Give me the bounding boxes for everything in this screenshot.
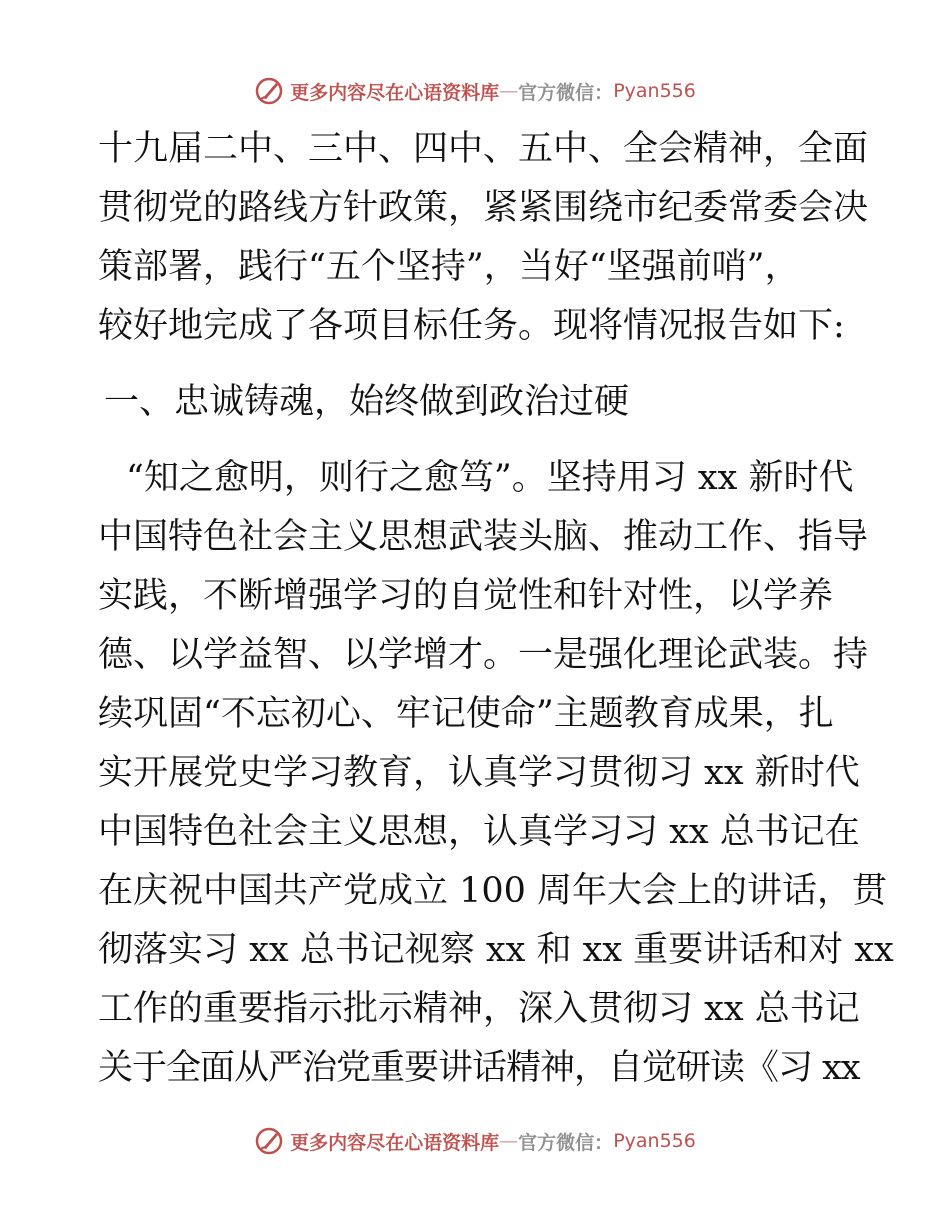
text-line: 在庆祝中国共产党成立 100 周年大会上的讲话，贯 — [98, 871, 888, 911]
watermark-dash: — — [499, 80, 519, 102]
text-line: 工作的重要指示批示精神，深入贯彻习 xx 总书记 — [98, 989, 860, 1029]
text-line: “知之愈明，则行之愈笃”。坚持用习 xx 新时代 — [126, 458, 854, 498]
watermark-main-text: 更多内容尽在心语资料库 — [290, 1131, 500, 1154]
section-heading: 一、忠诚铸魂，始终做到政治过硬 — [104, 382, 630, 422]
watermark-dash: — — [499, 1130, 519, 1152]
text-line: 彻落实习 xx 总书记视察 xx 和 xx 重要讲话和对 xx — [98, 930, 894, 970]
quill-logo-icon — [254, 1126, 284, 1156]
text-line: 实践，不断增强学习的自觉性和针对性，以学养 — [98, 576, 834, 616]
watermark-wechat-label: 官方微信： — [518, 81, 614, 104]
text-line: 关于全面从严治党重要讲话精神，自觉研读《习 xx — [98, 1048, 860, 1088]
watermark-footer — [0, 1121, 950, 1161]
text-line: 实开展党史学习教育，认真学习贯彻习 xx 新时代 — [98, 753, 860, 793]
watermark-handle: Pyan556 — [613, 1130, 696, 1152]
text-line: 中国特色社会主义思想，认真学习习 xx 总书记在 — [98, 812, 860, 852]
text-line: 贯彻党的路线方针政策，紧紧围绕市纪委常委会决 — [98, 188, 869, 228]
watermark-handle: Pyan556 — [613, 80, 696, 102]
watermark-main-text: 更多内容尽在心语资料库 — [290, 81, 500, 104]
text-line: 德、以学益智、以学增才。一是强化理论武装。持 — [98, 635, 869, 675]
watermark-wechat-label: 官方微信： — [518, 1131, 614, 1154]
text-line: 策部署，践行“五个坚持”，当好“坚强前哨”， — [98, 247, 800, 287]
quill-logo-icon — [254, 76, 284, 106]
text-line: 续巩固“不忘初心、牢记使命”主题教育成果，扎 — [98, 694, 834, 734]
text-line: 十九届二中、三中、四中、五中、全会精神，全面 — [98, 129, 869, 169]
document-body — [98, 120, 894, 1098]
text-line: 较好地完成了各项目标任务。现将情况报告如下: — [98, 306, 845, 346]
watermark-header — [0, 71, 950, 111]
text-line: 中国特色社会主义思想武装头脑、推动工作、指导 — [98, 517, 869, 557]
